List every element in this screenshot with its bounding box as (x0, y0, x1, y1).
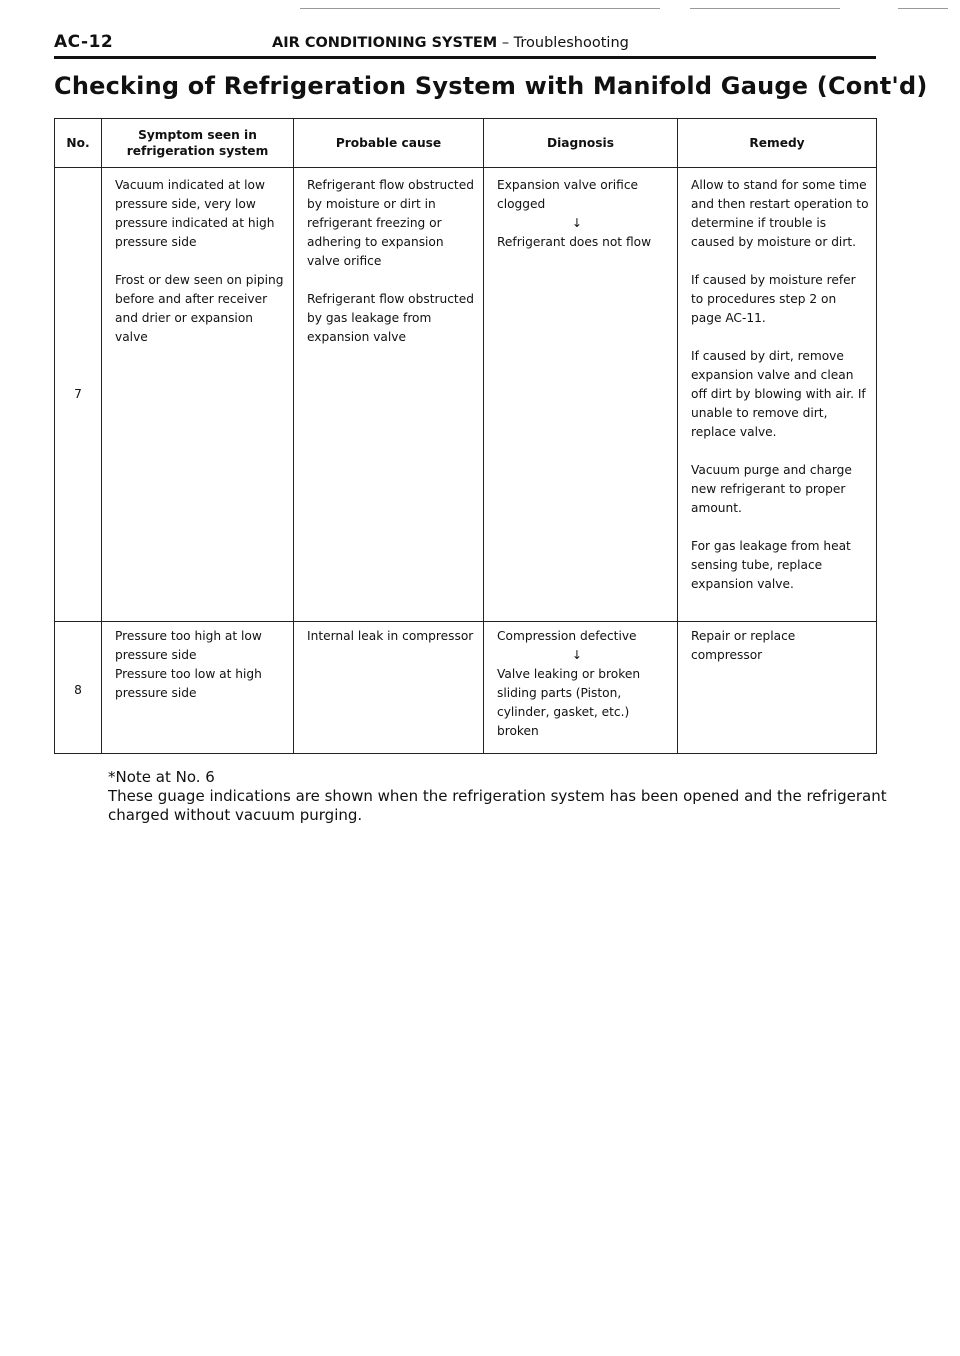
page-header (54, 30, 876, 56)
scan-line (300, 8, 660, 9)
remedy-text: If caused by moisture refer to procedures step 2 on page AC-11. (691, 273, 856, 325)
down-arrow-icon: ↓ (571, 648, 583, 662)
cause-cell (294, 168, 484, 622)
section-name: AIR CONDITIONING SYSTEM (272, 35, 498, 51)
symptom-text: Pressure too low at high pressure side (115, 667, 262, 700)
diagnosis-text: Valve leaking or broken sliding parts (Piston, cylinder, gasket, etc.) broken (497, 667, 641, 738)
row-number: 7 (74, 387, 82, 401)
column-header-symptom (102, 119, 294, 168)
table-header-row (55, 119, 877, 168)
cause-text: Internal leak in compressor (307, 629, 474, 643)
diagnosis-cell (484, 622, 678, 754)
row-number: 8 (74, 682, 82, 697)
troubleshooting-table (54, 118, 877, 754)
column-header-remedy: Remedy (678, 119, 877, 168)
down-arrow-icon: ↓ (571, 216, 583, 230)
column-header-cause: Probable cause (294, 119, 484, 168)
column-header-symptom-text: Symptom seen in refrigeration system (126, 128, 269, 158)
table-row (55, 168, 877, 622)
symptom-text: Pressure too high at low pressure side (115, 629, 262, 662)
remedy-cell (678, 622, 877, 754)
footnote-text: These guage indications are shown when the refrigeration system has been opened and the refrigerant charged without vacuum purging. (108, 787, 887, 824)
column-header-no: No. (55, 119, 102, 168)
column-header-diagnosis: Diagnosis (484, 119, 678, 168)
remedy-text: For gas leakage from heat sensing tube, replace expansion valve. (691, 539, 851, 591)
footnote (108, 768, 898, 825)
remedy-text: Vacuum purge and charge new refrigerant to proper amount. (691, 463, 852, 515)
symptom-text: Vacuum indicated at low pressure side, very low pressure indicated at high pressure side (115, 178, 275, 249)
title-dash: – (501, 35, 510, 51)
remedy-text: Allow to stand for some time and then restart operation to determine if trouble is caused by moisture or dirt. (691, 178, 869, 249)
cause-text: Refrigerant flow obstructed by gas leakage from expansion valve (307, 292, 474, 344)
footnote-heading: *Note at No. 6 (108, 768, 215, 786)
row-number-cell (55, 622, 102, 754)
subsection-name: Troubleshooting (513, 35, 629, 51)
diagnosis-text: Compression defective (497, 629, 637, 643)
symptom-cell (102, 622, 294, 754)
remedy-cell (678, 168, 877, 622)
row-number-cell (55, 168, 102, 622)
cause-text: Refrigerant flow obstructed by moisture or dirt in refrigerant freezing or adhering to expansion valve orifice (307, 178, 474, 268)
scan-line (690, 8, 840, 9)
table-row (55, 622, 877, 754)
page-code: AC-12 (54, 32, 114, 52)
diagnosis-text: Expansion valve orifice clogged (497, 178, 639, 211)
symptom-text: Frost or dew seen on piping before and after receiver and drier or expansion valve (115, 273, 284, 344)
diagnosis-text: Refrigerant does not flow (497, 235, 652, 249)
remedy-text: Repair or replace compressor (691, 629, 796, 662)
running-head (272, 35, 629, 51)
page-title: Checking of Refrigeration System with Manifold Gauge (Cont'd) (54, 72, 928, 100)
cause-cell (294, 622, 484, 754)
symptom-cell (102, 168, 294, 622)
remedy-text: If caused by dirt, remove expansion valve and clean off dirt by blowing with air. If unable to remove dirt, replace valve. (691, 349, 866, 439)
diagnosis-cell (484, 168, 678, 622)
scan-line (898, 8, 948, 9)
header-rule (54, 56, 876, 59)
